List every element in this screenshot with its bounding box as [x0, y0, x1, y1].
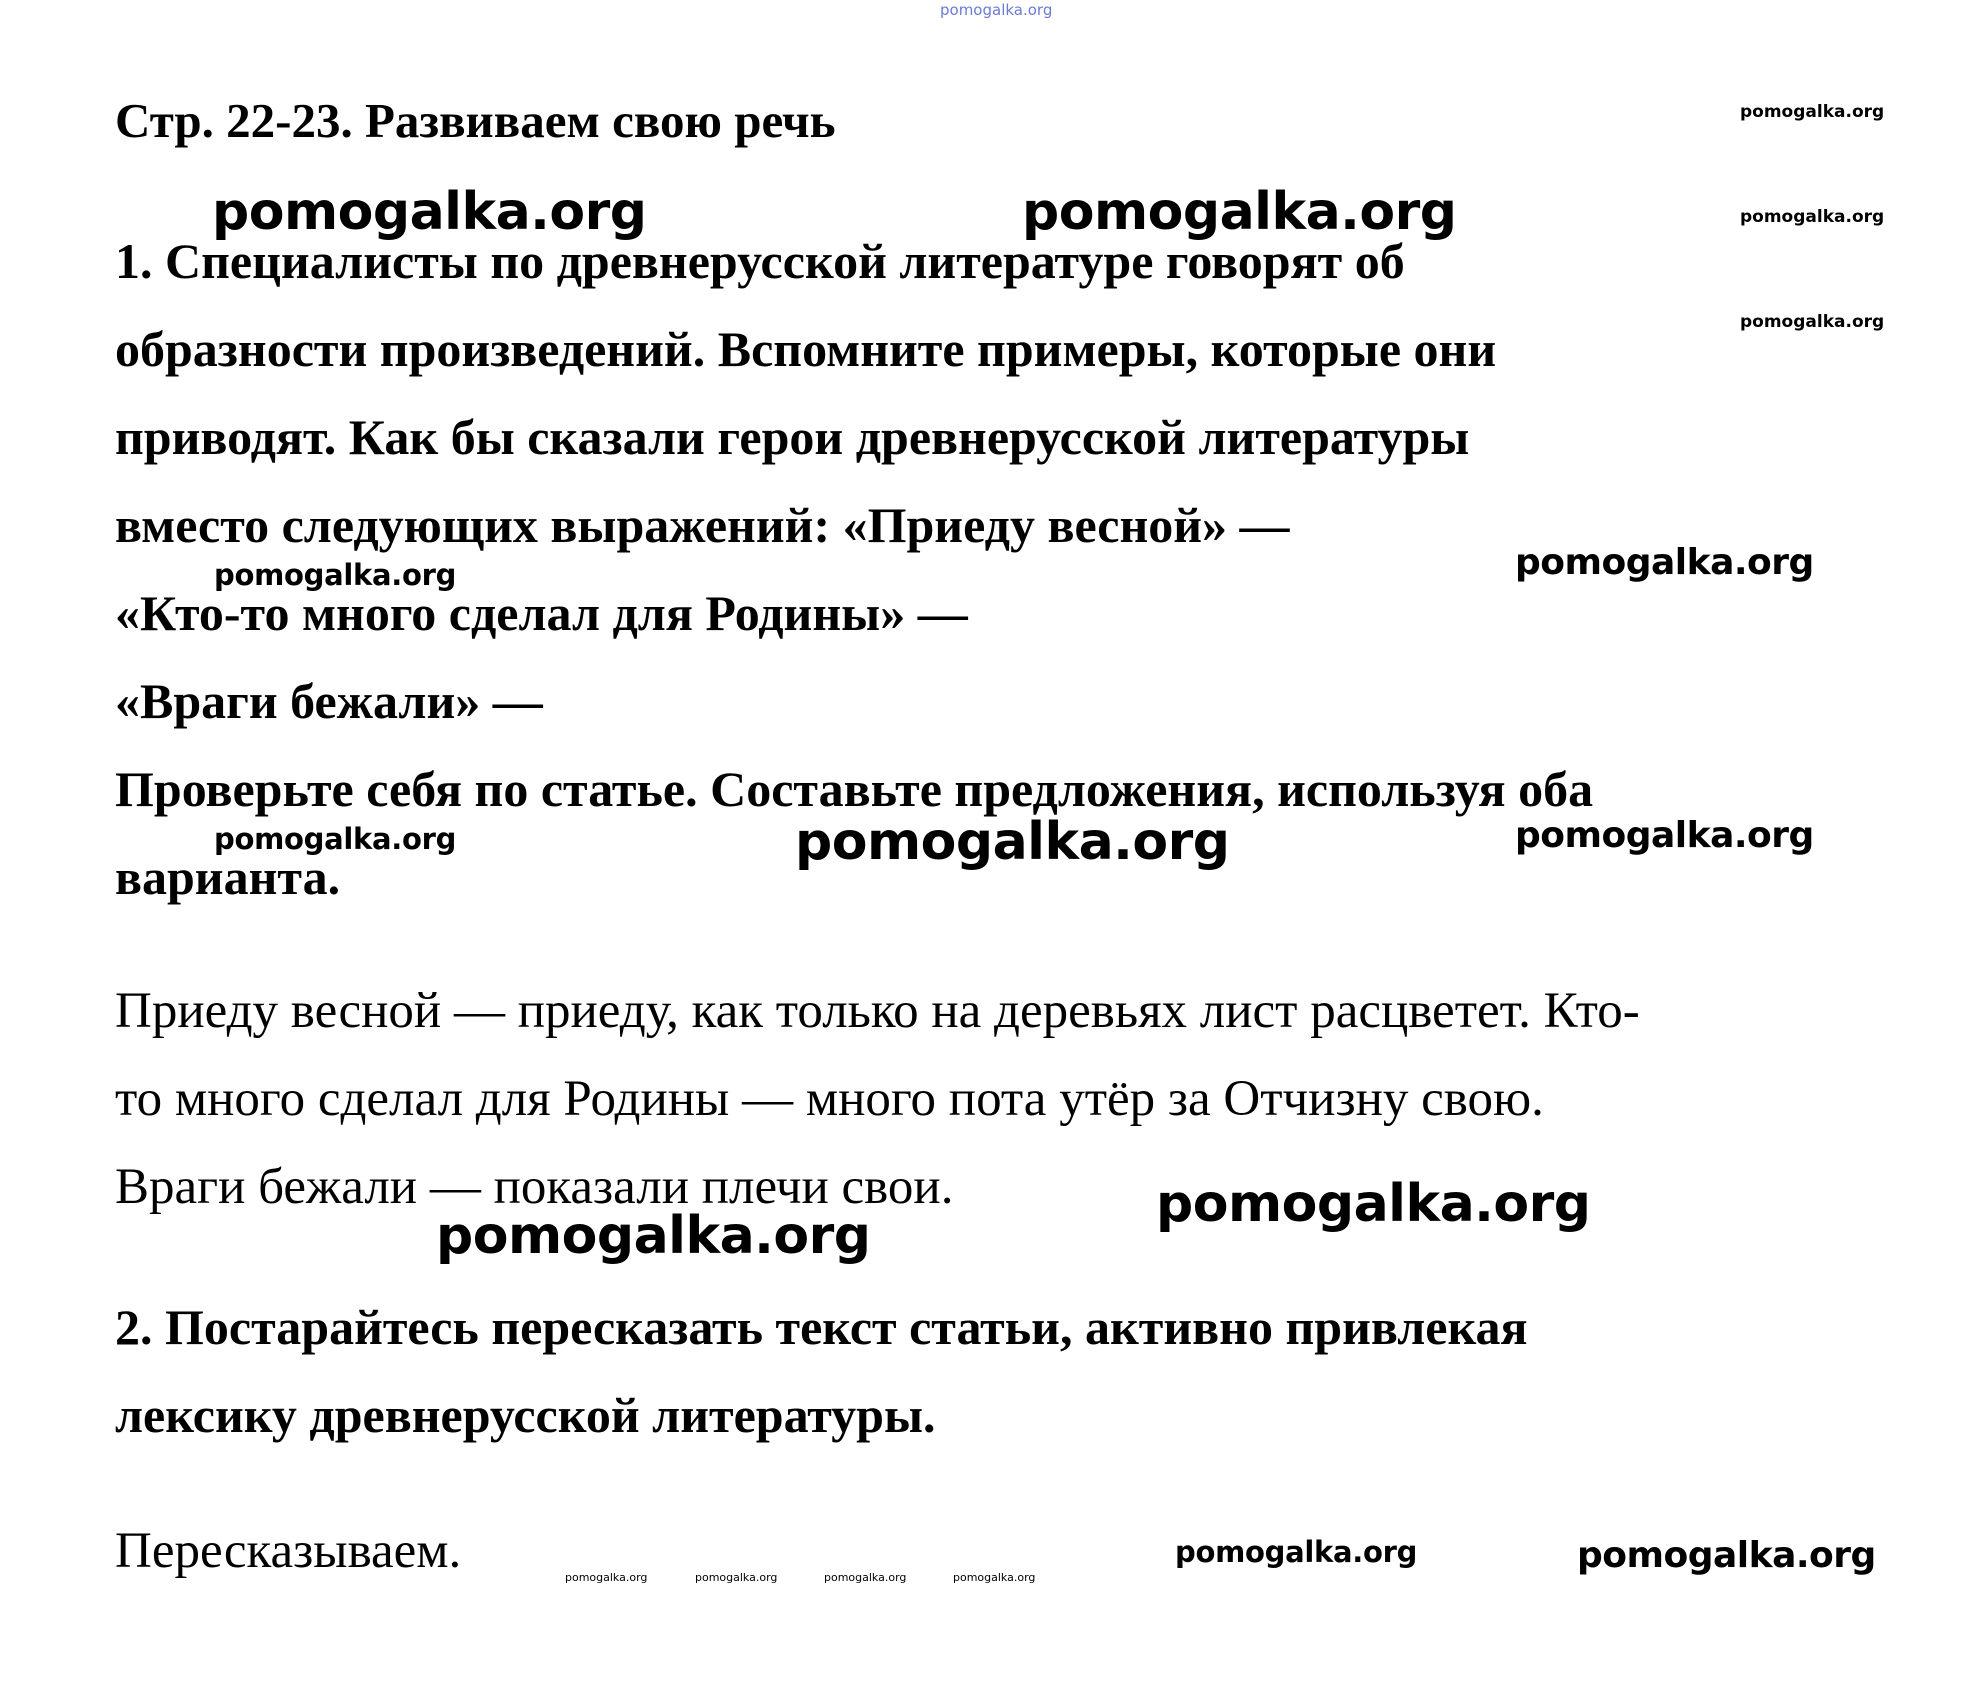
answer2-text: Пересказываем.	[115, 1523, 462, 1579]
watermark: pomogalka.org	[1175, 1535, 1418, 1569]
watermark: pomogalka.org	[695, 1571, 778, 1584]
watermark: pomogalka.org	[214, 822, 457, 856]
watermark: pomogalka.org	[1577, 1535, 1876, 1576]
task1-line-5: «Кто-то много сделал для Родины» —	[115, 585, 968, 641]
answer1-line-2: то много сделал для Родины — много пота утёр за Отчизну свою.	[115, 1071, 1544, 1127]
watermark: pomogalka.org	[1740, 102, 1885, 122]
watermark: pomogalka.org	[1515, 542, 1814, 583]
task1-line-6: «Враги бежали» —	[115, 673, 543, 729]
watermark: pomogalka.org	[565, 1571, 648, 1584]
answer1-line-3: Враги бежали — показали плечи свои.	[115, 1159, 954, 1215]
task1-line-7: Проверьте себя по статье. Составьте предложения, используя оба	[115, 761, 1594, 817]
watermark: pomogalka.org	[1740, 207, 1885, 227]
watermark: pomogalka.org	[824, 1571, 907, 1584]
watermark: pomogalka.org	[1022, 182, 1457, 242]
task1-line-4: вместо следующих выражений: «Приеду весной» —	[115, 497, 1290, 553]
watermark: pomogalka.org	[436, 1206, 871, 1266]
task1-line-3: приводят. Как бы сказали герои древнерусской литературы	[115, 409, 1470, 465]
answer1-line-1: Приеду весной — приеду, как только на деревьях лист расцветет. Кто-	[115, 983, 1640, 1039]
page-title: Стр. 22-23. Развиваем свою речь	[115, 93, 836, 148]
watermark: pomogalka.org	[795, 812, 1230, 872]
watermark: pomogalka.org	[212, 182, 647, 242]
watermark-top: pomogalka.org	[940, 1, 1053, 19]
task2-line-1: 2. Постарайтесь пересказать текст статьи, активно привлекая	[115, 1299, 1528, 1355]
task2-line-2: лексику древнерусской литературы.	[115, 1387, 936, 1443]
watermark: pomogalka.org	[953, 1571, 1036, 1584]
task1-line-8: варианта.	[115, 849, 341, 905]
watermark: pomogalka.org	[1515, 815, 1814, 856]
task1-line-2: образности произведений. Вспомните примеры, которые они	[115, 321, 1497, 377]
watermark: pomogalka.org	[1156, 1174, 1591, 1234]
watermark: pomogalka.org	[214, 558, 457, 592]
watermark: pomogalka.org	[1740, 312, 1885, 332]
task1-line-1: 1. Специалисты по древнерусской литературе говорят об	[115, 233, 1405, 289]
